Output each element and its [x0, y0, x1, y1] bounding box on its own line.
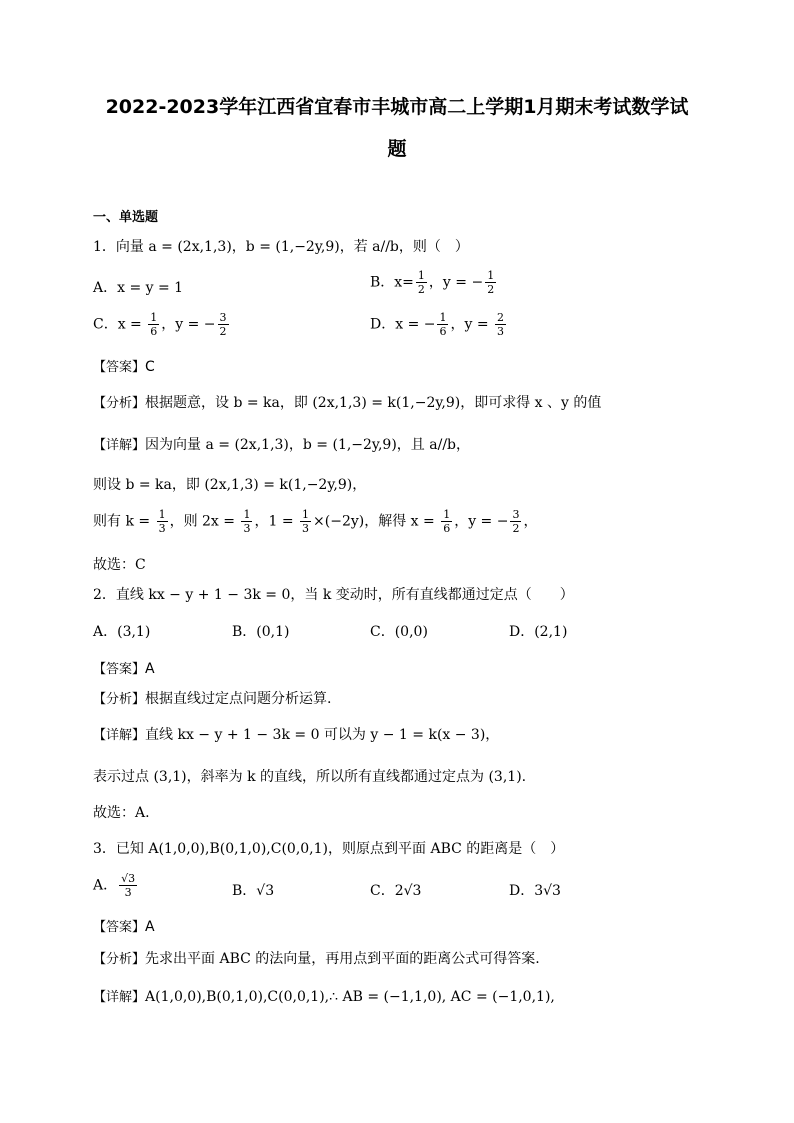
fraction: [148, 311, 159, 338]
q3-option-a: [93, 872, 139, 899]
q3-answer-value: A: [145, 919, 155, 935]
q3-option-a-prefix: A．: [93, 877, 118, 894]
fraction-denominator: 2: [512, 522, 520, 535]
q2-conclusion: 故选：A.: [93, 805, 150, 821]
section-heading: 一、单选题: [93, 210, 159, 225]
q1-conclusion: 故选：C: [93, 557, 146, 573]
fraction-denominator: 3: [302, 522, 310, 535]
q3-option-b: B．√3: [232, 883, 275, 899]
fraction: [437, 311, 448, 338]
q2-analysis: [93, 688, 331, 708]
fraction-numerator: 1: [158, 508, 166, 521]
fraction-numerator: 1: [417, 269, 425, 282]
answer-tag: 【答案】: [93, 662, 146, 677]
analysis-tag: 【分析】: [93, 952, 146, 967]
q2-option-b: B．(0,1): [232, 624, 290, 640]
fraction: [510, 508, 521, 535]
fraction-denominator: 3: [158, 522, 166, 535]
q1-detail-3-part: ×(−2y)，解得 x =: [313, 513, 440, 530]
fraction-numerator: √3: [121, 872, 136, 885]
fraction: [119, 872, 137, 899]
q1-analysis-text: 根据题意，设 b = ka，即 (2x,1,3) = k(1,−2y,9)，即可求得 x 、y 的值: [145, 395, 602, 411]
fraction-numerator: 1: [487, 269, 495, 282]
q3-analysis: [93, 948, 540, 968]
q1-detail-1: [93, 434, 470, 454]
answer-tag: 【答案】: [93, 920, 146, 935]
q2-answer: [93, 658, 155, 677]
q3-detail-1: [93, 986, 555, 1005]
fraction: [241, 508, 252, 535]
q2-option-c: C．(0,0): [370, 624, 428, 640]
fraction: [416, 269, 427, 296]
q2-option-d: D．(2,1): [509, 624, 568, 640]
q2-option-a: A．(3,1): [93, 624, 151, 640]
q3-stem: 3．已知 A(1,0,0),B(0,1,0),C(0,0,1)，则原点到平面 ABC 的距离是（ ）: [93, 841, 565, 857]
q3-option-d: D．3√3: [509, 883, 561, 899]
detail-tag: 【详解】: [93, 728, 146, 743]
fraction: [218, 311, 229, 338]
title-line-2: 题: [387, 138, 407, 160]
q1-detail-2: 则设 b = ka，即 (2x,1,3) = k(1,−2y,9)，: [93, 477, 367, 493]
q2-stem: 2．直线 kx − y + 1 − 3k = 0，当 k 变动时，所有直线都通过定点（ ）: [93, 587, 574, 603]
fraction-numerator: 3: [219, 311, 227, 324]
q1-option-c-prefix: C．x =: [93, 316, 147, 333]
q1-option-d-mid: ，y =: [450, 316, 494, 333]
fraction-numerator: 1: [443, 508, 451, 521]
fraction-denominator: 2: [219, 325, 227, 338]
q2-answer-value: A: [145, 661, 155, 677]
fraction: [441, 508, 452, 535]
q3-option-c: C．2√3: [370, 883, 422, 899]
q1-option-b-prefix: B．x=: [370, 274, 414, 291]
document-title: [60, 86, 734, 170]
fraction: [495, 311, 506, 338]
q1-option-c: [93, 311, 231, 338]
q1-detail-1-text: 因为向量 a = (2x,1,3)，b = (1,−2y,9)，且 a//b，: [145, 437, 470, 453]
answer-tag: 【答案】: [93, 360, 146, 375]
q1-option-d: [370, 311, 508, 338]
fraction-denominator: 2: [417, 283, 425, 296]
q1-option-a: A．x = y = 1: [93, 280, 184, 296]
q2-detail-1-text: 直线 kx − y + 1 − 3k = 0 可以为 y − 1 = k(x − 3)，: [145, 727, 500, 743]
fraction-denominator: 2: [487, 283, 495, 296]
q1-detail-3-part: ，则 2x =: [169, 513, 240, 530]
q1-detail-3-part: ，y = −: [454, 513, 509, 530]
analysis-tag: 【分析】: [93, 396, 146, 411]
fraction-numerator: 3: [512, 508, 520, 521]
fraction-denominator: 3: [497, 325, 505, 338]
fraction: [485, 269, 496, 296]
q1-detail-3-part: 则有 k =: [93, 513, 155, 530]
q1-detail-3: [93, 508, 537, 535]
fraction-denominator: 6: [443, 522, 451, 535]
q2-analysis-text: 根据直线过定点问题分析运算.: [145, 691, 332, 707]
fraction-numerator: 1: [302, 508, 310, 521]
q1-stem: 1．向量 a = (2x,1,3)，b = (1,−2y,9)，若 a//b，则（ ）: [93, 239, 469, 255]
q1-option-d-prefix: D．x = −: [370, 316, 436, 333]
q1-option-b: [370, 269, 498, 296]
q1-answer: [93, 356, 155, 375]
q3-analysis-text: 先求出平面 ABC 的法向量，再用点到平面的距离公式可得答案.: [145, 951, 540, 967]
fraction-numerator: 1: [243, 508, 251, 521]
q2-detail-1: [93, 724, 499, 744]
q1-option-b-mid: ，y = −: [428, 274, 484, 291]
q1-detail-3-part: ，1 =: [254, 513, 299, 530]
q1-answer-value: C: [145, 359, 155, 375]
fraction-numerator: 1: [150, 311, 158, 324]
analysis-tag: 【分析】: [93, 692, 146, 707]
detail-tag: 【详解】: [93, 438, 146, 453]
q1-option-c-mid: ，y = −: [161, 316, 216, 333]
fraction: [300, 508, 311, 535]
fraction-denominator: 3: [124, 886, 132, 899]
fraction-numerator: 2: [497, 311, 505, 324]
q3-answer: [93, 916, 155, 935]
fraction-denominator: 6: [150, 325, 158, 338]
q3-detail-1-text: A(1,0,0),B(0,1,0),C(0,0,1),∴ AB = (−1,1,0), AC = (−1,0,1),: [145, 989, 555, 1005]
detail-tag: 【详解】: [93, 990, 146, 1005]
title-line-1: 2022-2023学年江西省宜春市丰城市高二上学期1月期末考试数学试: [105, 96, 689, 118]
fraction-numerator: 1: [439, 311, 447, 324]
fraction-denominator: 6: [439, 325, 447, 338]
q1-analysis: [93, 392, 601, 412]
q1-detail-3-part: ，: [523, 513, 538, 530]
fraction: [157, 508, 168, 535]
q2-detail-2: 表示过点 (3,1)，斜率为 k 的直线，所以所有直线都通过定点为 (3,1).: [93, 769, 527, 785]
fraction-denominator: 3: [243, 522, 251, 535]
